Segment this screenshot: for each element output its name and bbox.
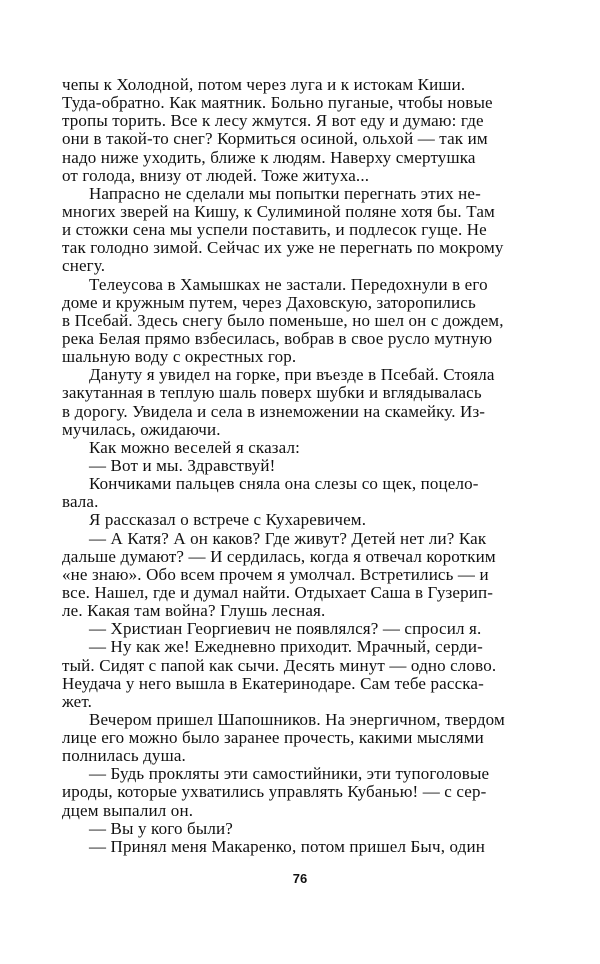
text-line: Неудача у него вышла в Екатеринодаре. Сам тебе расска- (62, 673, 484, 693)
text-line: ле. Какая там война? Глушь лесная. (62, 601, 326, 621)
paragraph-first-line: Я рассказал о встрече с Кухаревичем. (89, 510, 367, 530)
text-line: закутанная в теплую шаль поверх шубки и вглядывалась (62, 383, 482, 403)
paragraph-first-line: — Вот и мы. Здравствуй! (89, 455, 276, 475)
paragraph-first-line: — Ну как же! Ежедневно приходит. Мрачный, серди- (89, 637, 483, 657)
text-line: ироды, которые ухватились управлять Кубанью! — с сер- (62, 782, 487, 802)
text-line: «не знаю». Обо всем прочем я умолчал. Встретились — и (62, 564, 489, 584)
text-line: они в такой-то снег? Кормиться осиной, ольхой — так им (62, 129, 488, 149)
paragraph-first-line: — Будь прокляты эти самостийники, эти тупоголовые (89, 764, 490, 784)
paragraph-first-line: Вечером пришел Шапошников. На энергичном, твердом (89, 709, 505, 729)
paragraph-first-line: Телеусова в Хамышках не застали. Передохнули в его (89, 274, 488, 294)
paragraph-first-line: — Принял меня Макаренко, потом пришел Быч, один (89, 836, 485, 856)
paragraph-first-line: Напрасно не сделали мы попытки перегнать этих не- (89, 183, 481, 203)
text-line: вала. (62, 492, 99, 512)
text-line: все. Нашел, где и думал найти. Отдыхает Саша в Гузерип- (62, 582, 494, 602)
text-line: лице его можно было заранее прочесть, какими мыслями (62, 728, 484, 748)
text-line: в Псебай. Здесь снегу было поменьше, но шел он с дождем, (62, 310, 504, 330)
paragraph-first-line: — Христиан Георгиевич не появлялся? — спросил я. (89, 619, 482, 639)
paragraph-first-line: — А Катя? А он каков? Где живут? Детей нет ли? Как (89, 528, 487, 548)
text-line: многих зверей на Кишу, к Сулиминой поляне хотя бы. Там (62, 201, 495, 221)
text-line: дцем выпалил он. (62, 800, 194, 820)
text-line: тропы торить. Все к лесу жмутся. Я вот еду и думаю: где (62, 111, 484, 131)
paragraph-first-line: — Вы у кого были? (89, 818, 233, 838)
text-line: снегу. (62, 256, 106, 276)
text-line: и стожки сена мы успели поставить, и подлесок гуще. Не (62, 220, 487, 240)
text-line: чепы к Холодной, потом через луга и к истокам Киши. (62, 75, 466, 94)
text-line: от голода, внизу от людей. Тоже житуха... (62, 165, 370, 185)
text-line: полнилась душа. (62, 746, 186, 766)
paragraph-first-line: Как можно веселей я сказал: (89, 437, 300, 457)
paragraph-first-line: Кончиками пальцев сняла она слезы со щек, поцело- (89, 474, 479, 494)
text-line: надо ниже уходить, ближе к людям. Наверху смертушка (62, 147, 476, 167)
paragraph-first-line: Дануту я увидел на горке, при въезде в Псебай. Стояла (89, 365, 495, 385)
text-line: шальную воду с окрестных гор. (62, 347, 297, 367)
text-line: жет. (62, 691, 93, 711)
text-line: мучилась, ожидаючи. (62, 419, 221, 439)
text-line: доме и кружным путем, через Даховскую, заторопились (62, 292, 476, 312)
text-line: так голодно зимой. Сейчас их уже не перегнать по мокрому (62, 238, 504, 258)
book-page-text (62, 76, 540, 856)
page-number: 76 (292, 871, 308, 886)
text-line: тый. Сидят с папой как сычи. Десять минут — одно слово. (62, 655, 497, 675)
text-line: дальше думают? — И сердилась, когда я отвечал коротким (62, 546, 496, 566)
text-line: Туда-обратно. Как маятник. Больно пуганые, чтобы новые (62, 93, 493, 113)
text-line: река Белая прямо взбесилась, вобрав в свое русло мутную (62, 328, 493, 348)
text-line: в дорогу. Увидела и села в изнеможении на скамейку. Из- (62, 401, 486, 421)
